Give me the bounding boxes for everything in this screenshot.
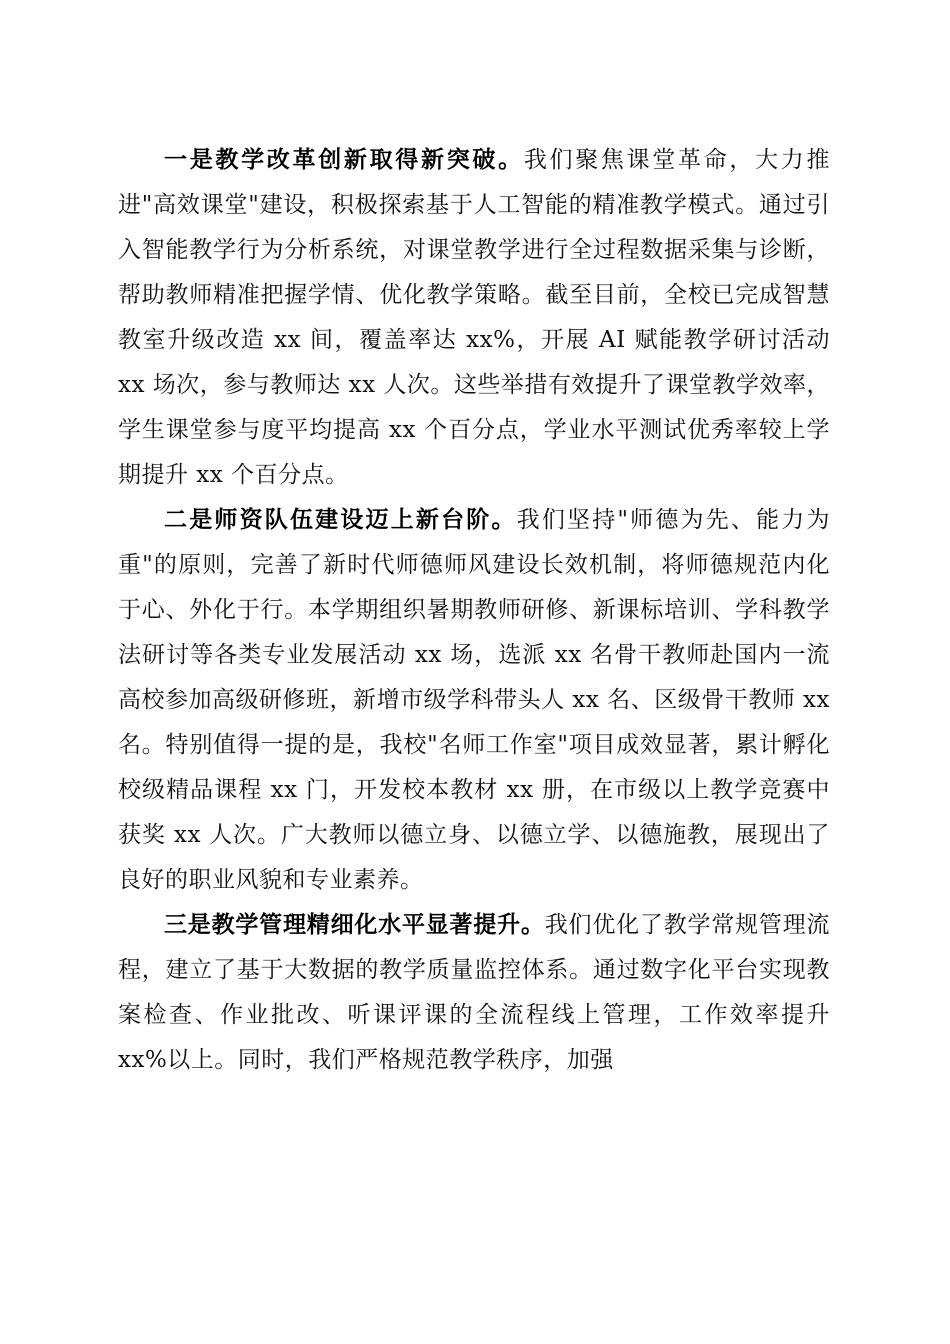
document-body xyxy=(118,138,830,1083)
paragraph-lead-heading: 一是教学改革创新取得新突破。 xyxy=(164,147,524,173)
paragraph-teaching-management xyxy=(118,903,830,1083)
paragraph-teacher-team xyxy=(118,498,830,903)
paragraph-text: 我们聚焦课堂革命，大力推进"高效课堂"建设，积极探索基于人工智能的精准教学模式。通过引入智能教学行为分析系统，对课堂教学进行全过程数据采集与诊断，帮助教师精准把握学情、优化教学策略。截至目前，全校已完成智慧教室升级改造 xx 间，覆盖率达 xx%，开展 AI 赋能教学研讨活动 xx 场次，参与教师达 xx 人次。这些举措有效提升了课堂教学效率，学生课堂参与度平均提高 xx 个百分点，学业水平测试优秀率较上学期提升 xx 个百分点。 xyxy=(118,147,831,488)
paragraph-teaching-reform xyxy=(118,138,830,498)
paragraph-text: 我们坚持"师德为先、能力为重"的原则，完善了新时代师德师风建设长效机制，将师德规范内化于心、外化于行。本学期组织暑期教师研修、新课标培训、学科教学法研讨等各类专业发展活动 xx 场，选派 xx 名骨干教师赴国内一流高校参加高级研修班，新增市级学科带头人 xx 名、区级骨干教师 xx 名。特别值得一提的是，我校"名师工作室"项目成效显著，累计孵化校级精品课程 xx 门，开发校本教材 xx 册，在市级以上教学竞赛中获奖 xx 人次。广大教师以德立身、以德立学、以德施教，展现出了良好的职业风貌和专业素养。 xyxy=(118,507,830,893)
paragraph-lead-heading: 二是师资队伍建设迈上新台阶。 xyxy=(164,507,517,533)
paragraph-text: 我们优化了教学常规管理流程，建立了基于大数据的教学质量监控体系。通过数字化平台实现教案检查、作业批改、听课评课的全流程线上管理，工作效率提升 xx%以上。同时，我们严格规范教学秩序，加强 xyxy=(118,912,831,1073)
paragraph-lead-heading: 三是教学管理精细化水平显著提升。 xyxy=(164,912,545,938)
